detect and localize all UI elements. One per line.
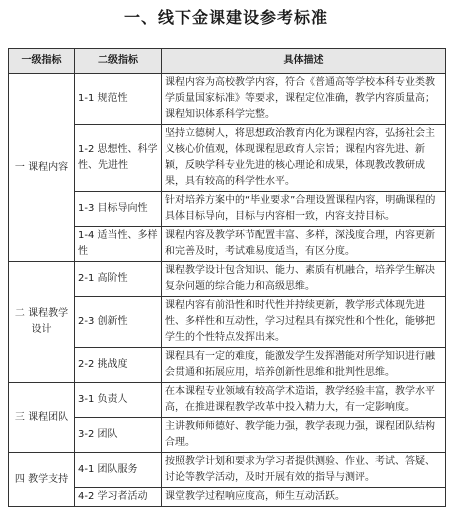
level2-cell: 2-2 挑战度 (75, 348, 162, 383)
level2-cell: 3-2 团队 (75, 418, 162, 453)
table-row (9, 488, 446, 507)
level2-cell: 3-1 负责人 (75, 383, 162, 418)
table-row (9, 418, 446, 453)
level1-cell: 二 课程教学设计 (9, 262, 75, 383)
page-title: 一、线下金课建设参考标准 (123, 8, 328, 27)
level2-cell: 4-2 学习者活动 (75, 488, 162, 507)
level1-cell: 一 课程内容 (9, 74, 75, 262)
standards-table (8, 48, 446, 507)
description-cell: 课程内容有前沿性和时代性并持续更新，教学形式体现先进性、多样性和互动性，学习过程具有探究性和个性化，能够把学生的个性特点发挥出来。 (162, 297, 446, 348)
level2-cell: 2-3 创新性 (75, 297, 162, 348)
table-row (9, 262, 446, 297)
table-row (9, 297, 446, 348)
table-row (9, 348, 446, 383)
table-header-row (9, 49, 446, 74)
header-level1: 一级指标 (9, 49, 75, 74)
level2-cell: 1-4 适当性、多样性 (75, 227, 162, 262)
description-cell: 在本课程专业领域有较高学术造诣，教学经验丰富，教学水平高，在推进课程教学改革中投入精力大，有一定影响度。 (162, 383, 446, 418)
table-row (9, 453, 446, 488)
description-cell: 课程具有一定的难度，能激发学生发挥潜能对所学知识进行融会贯通和拓展应用，培养创新性思维和批判性思维。 (162, 348, 446, 383)
description-cell: 坚持立德树人，将思想政治教育内化为课程内容，弘扬社会主义核心价值观，体现课程思政育人宗旨；课程内容先进、新颖，反映学科专业先进的核心理论和成果，体现教改教研成果，具有较高的科学性水平。 (162, 125, 446, 192)
description-cell: 课程内容及教学环节配置丰富、多样，深浅度合理，内容更新和完善及时，考试难易度适当，有区分度。 (162, 227, 446, 262)
table-row (9, 383, 446, 418)
level1-cell: 四 教学支持 (9, 453, 75, 507)
description-cell: 针对培养方案中的“毕业要求”合理设置课程内容，明确课程的具体目标导向，目标与内容相一致，内容支持目标。 (162, 192, 446, 227)
header-level2: 二级指标 (75, 49, 162, 74)
description-cell: 按照教学计划和要求为学习者提供测验、作业、考试、答疑、讨论等教学活动，及时开展有效的指导与测评。 (162, 453, 446, 488)
table-row (9, 227, 446, 262)
description-cell: 课程教学设计包含知识、能力、素质有机融合，培养学生解决复杂问题的综合能力和高级思维。 (162, 262, 446, 297)
description-cell: 课堂教学过程响应度高，师生互动活跃。 (162, 488, 446, 507)
level2-cell: 1-2 思想性、科学性、先进性 (75, 125, 162, 192)
level2-cell: 1-3 目标导向性 (75, 192, 162, 227)
table-row (9, 192, 446, 227)
table-row (9, 74, 446, 125)
level1-cell: 三 课程团队 (9, 383, 75, 453)
header-description: 具体描述 (162, 49, 446, 74)
level2-cell: 1-1 规范性 (75, 74, 162, 125)
level2-cell: 4-1 团队服务 (75, 453, 162, 488)
table-row (9, 125, 446, 192)
level2-cell: 2-1 高阶性 (75, 262, 162, 297)
description-cell: 课程内容为高校教学内容，符合《普通高等学校本科专业类教学质量国家标准》等要求，课程定位准确，教学内容质量高；课程知识体系科学完整。 (162, 74, 446, 125)
description-cell: 主讲教师师德好、教学能力强，教学表现力强，课程团队结构合理。 (162, 418, 446, 453)
